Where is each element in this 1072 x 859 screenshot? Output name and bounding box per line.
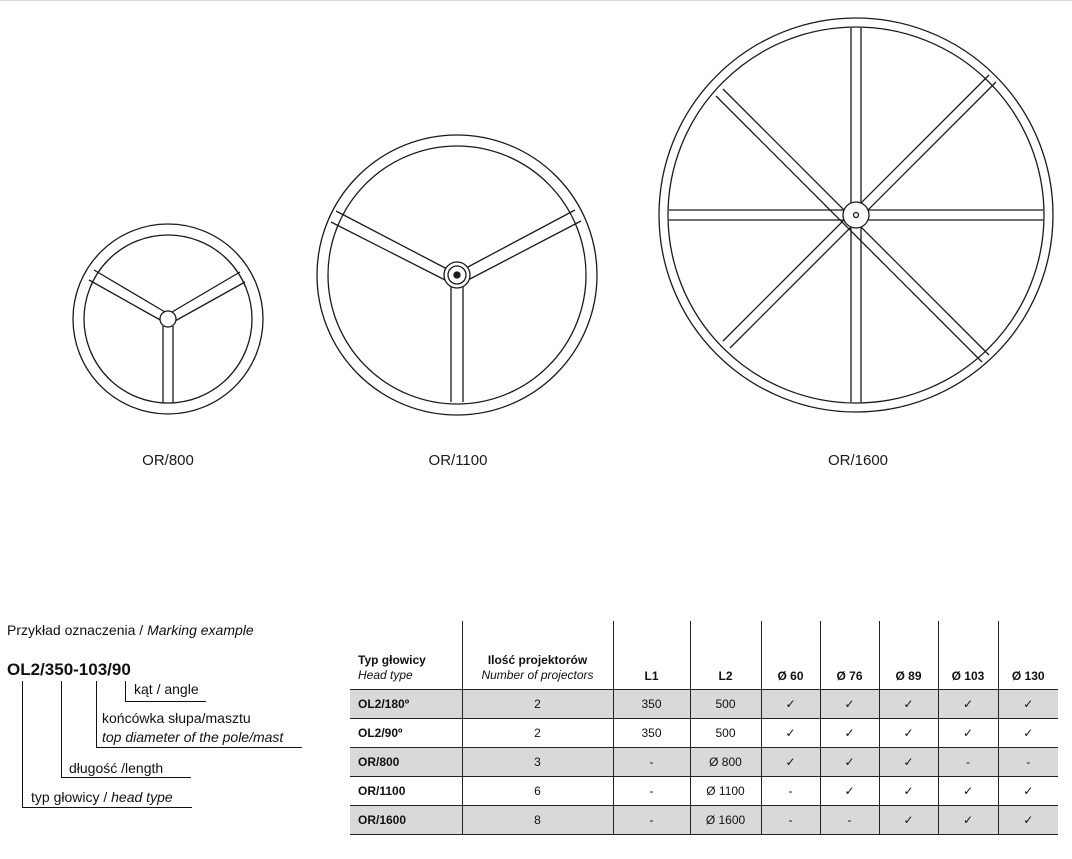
angle-leader-horizontal bbox=[125, 701, 206, 702]
wheel-or800-drawing bbox=[73, 224, 263, 414]
header-d103: Ø 103 bbox=[938, 621, 998, 690]
length-label: długość /length bbox=[69, 760, 164, 776]
tip-label-pl: końcówka słupa/masztu bbox=[102, 710, 251, 726]
header-d60: Ø 60 bbox=[761, 621, 820, 690]
cell-type: OR/1600 bbox=[350, 806, 462, 835]
table-header-row bbox=[350, 621, 1058, 690]
cell-d130: ✓ bbox=[998, 806, 1058, 835]
cell-d130: - bbox=[998, 748, 1058, 777]
wheel-or1100-drawing bbox=[317, 135, 597, 415]
cell-projectors: 8 bbox=[462, 806, 613, 835]
table-row bbox=[350, 748, 1058, 777]
length-leader-horizontal bbox=[61, 777, 191, 778]
cell-d130: ✓ bbox=[998, 719, 1058, 748]
cell-d103: ✓ bbox=[938, 690, 998, 719]
cell-d89: ✓ bbox=[879, 777, 938, 806]
cell-l1: - bbox=[613, 806, 690, 835]
cell-d60: ✓ bbox=[761, 690, 820, 719]
cell-type: OL2/90º bbox=[350, 719, 462, 748]
cell-d103: - bbox=[938, 748, 998, 777]
cell-type: OL2/180º bbox=[350, 690, 462, 719]
cell-l2: Ø 1100 bbox=[690, 777, 761, 806]
cell-d76: ✓ bbox=[820, 748, 879, 777]
cell-d76: ✓ bbox=[820, 690, 879, 719]
header-projectors bbox=[462, 621, 613, 690]
cell-projectors: 6 bbox=[462, 777, 613, 806]
cell-d130: ✓ bbox=[998, 777, 1058, 806]
head-label-pl: typ głowicy bbox=[31, 789, 100, 805]
cell-l1: - bbox=[613, 777, 690, 806]
cell-l2: Ø 1600 bbox=[690, 806, 761, 835]
cell-type: OR/800 bbox=[350, 748, 462, 777]
header-head-type-pl: Typ głowicy bbox=[358, 653, 426, 667]
marking-title-sep: / bbox=[135, 622, 148, 638]
cell-d89: ✓ bbox=[879, 806, 938, 835]
wheel-or1600-drawing bbox=[659, 18, 1053, 412]
cell-d60: ✓ bbox=[761, 719, 820, 748]
cell-d89: ✓ bbox=[879, 690, 938, 719]
table-row bbox=[350, 777, 1058, 806]
header-head-type-en: Head type bbox=[358, 668, 413, 682]
head-label bbox=[31, 789, 173, 805]
cell-d130: ✓ bbox=[998, 690, 1058, 719]
cell-l1: 350 bbox=[613, 690, 690, 719]
header-projectors-pl: Ilość projektorów bbox=[487, 653, 588, 667]
cell-d103: ✓ bbox=[938, 777, 998, 806]
cell-l2: Ø 800 bbox=[690, 748, 761, 777]
spec-table bbox=[350, 621, 1058, 835]
header-head-type bbox=[350, 621, 462, 690]
cell-d89: ✓ bbox=[879, 719, 938, 748]
cell-d76: ✓ bbox=[820, 719, 879, 748]
header-d89: Ø 89 bbox=[879, 621, 938, 690]
cell-l1: 350 bbox=[613, 719, 690, 748]
wheel-label-or1600: OR/1600 bbox=[827, 452, 889, 469]
marking-title-pl: Przykład oznaczenia bbox=[7, 622, 136, 638]
cell-projectors: 2 bbox=[462, 690, 613, 719]
head-label-sep: / bbox=[99, 789, 112, 805]
head-leader-horizontal bbox=[22, 807, 192, 808]
wheel-label-or1100: OR/1100 bbox=[428, 452, 488, 469]
cell-d76: - bbox=[820, 806, 879, 835]
marking-title bbox=[7, 622, 254, 638]
cell-l2: 500 bbox=[690, 719, 761, 748]
tip-label-en: top diameter of the pole/mast bbox=[102, 729, 284, 745]
tip-leader-vertical bbox=[96, 681, 97, 748]
cell-d103: ✓ bbox=[938, 806, 998, 835]
cell-d60: - bbox=[761, 806, 820, 835]
cell-d60: - bbox=[761, 777, 820, 806]
cell-d103: ✓ bbox=[938, 719, 998, 748]
cell-l2: 500 bbox=[690, 690, 761, 719]
cell-projectors: 2 bbox=[462, 719, 613, 748]
table-row bbox=[350, 806, 1058, 835]
cell-type: OR/1100 bbox=[350, 777, 462, 806]
wheel-label-or800: OR/800 bbox=[142, 452, 194, 469]
cell-l1: - bbox=[613, 748, 690, 777]
tip-leader-horizontal bbox=[96, 747, 302, 748]
header-d130: Ø 130 bbox=[998, 621, 1058, 690]
marking-code: OL2/350-103/90 bbox=[7, 660, 131, 679]
head-leader-vertical bbox=[22, 681, 23, 808]
header-d76: Ø 76 bbox=[820, 621, 879, 690]
header-l1: L1 bbox=[613, 621, 690, 690]
table-row bbox=[350, 719, 1058, 748]
head-label-en: head type bbox=[111, 789, 173, 805]
table-row bbox=[350, 690, 1058, 719]
angle-leader-vertical bbox=[125, 681, 126, 702]
header-l2: L2 bbox=[690, 621, 761, 690]
cell-projectors: 3 bbox=[462, 748, 613, 777]
angle-label: kąt / angle bbox=[134, 681, 199, 697]
length-leader-vertical bbox=[61, 681, 62, 778]
cell-d76: ✓ bbox=[820, 777, 879, 806]
cell-d60: ✓ bbox=[761, 748, 820, 777]
header-projectors-en: Number of projectors bbox=[481, 668, 594, 682]
cell-d89: ✓ bbox=[879, 748, 938, 777]
marking-title-en: Marking example bbox=[147, 622, 254, 638]
